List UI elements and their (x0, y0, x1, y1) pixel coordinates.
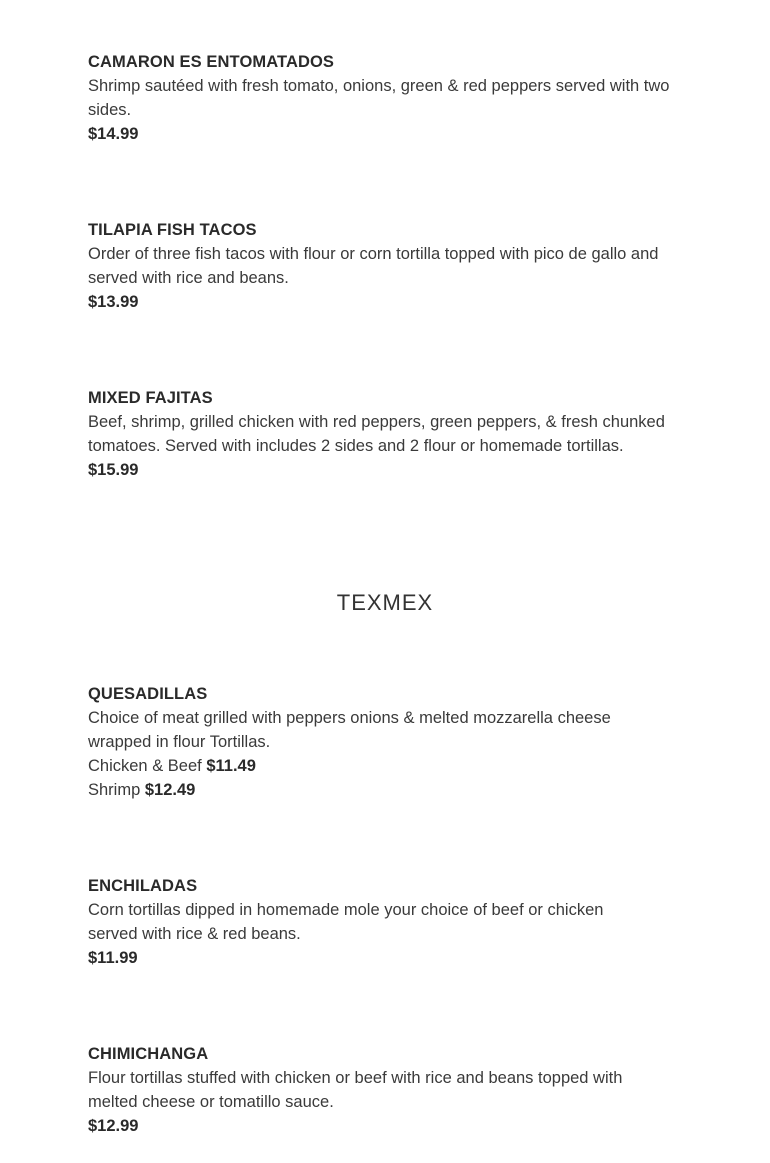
item-name: CAMARON ES ENTOMATADOS (88, 53, 335, 71)
item-price: $13.99 (88, 293, 139, 311)
menu-item-quesadillas (88, 682, 688, 802)
item-name: TILAPIA FISH TACOS (88, 221, 257, 239)
section-title-texmex: TEXMEX (336, 590, 434, 615)
item-description: Choice of meat grilled with peppers onions & melted mozzarella cheese wrapped in flour Tortillas. (88, 709, 611, 751)
item-description: Beef, shrimp, grilled chicken with red peppers, green peppers, & fresh chunked tomatoes. Served with includes 2 sides and 2 flour or homemade tortillas. (88, 413, 665, 455)
price-option-price: $12.49 (144, 781, 196, 799)
item-name: QUESADILLAS (88, 685, 208, 703)
menu-item-tilapia-fish-tacos (88, 218, 688, 314)
price-option-shrimp (88, 778, 688, 802)
item-price: $11.99 (88, 949, 138, 967)
item-description: Flour tortillas stuffed with chicken or beef with rice and beans topped with melted cheese or tomatillo sauce. (88, 1069, 623, 1111)
item-price: $12.99 (88, 1117, 139, 1135)
item-name: ENCHILADAS (88, 877, 198, 895)
menu-item-chimichanga (88, 1042, 688, 1138)
item-name: MIXED FAJITAS (88, 389, 213, 407)
item-description: Shrimp sautéed with fresh tomato, onions, green & red peppers served with two sides. (88, 77, 670, 119)
item-price: $15.99 (88, 461, 139, 479)
menu-item-camarones (88, 50, 688, 146)
item-description: Order of three fish tacos with flour or corn tortilla topped with pico de gallo and served with rice and beans. (88, 245, 659, 287)
price-option-price: $11.49 (206, 757, 256, 775)
price-option-label: Shrimp (88, 781, 141, 799)
item-price: $14.99 (88, 125, 139, 143)
price-option-label: Chicken & Beef (88, 757, 202, 775)
item-name: CHIMICHANGA (88, 1045, 209, 1063)
price-option-chicken-beef (88, 754, 688, 778)
menu-item-enchiladas (88, 874, 688, 970)
item-description: Corn tortillas dipped in homemade mole your choice of beef or chicken served with rice & red beans. (88, 901, 604, 943)
menu-item-mixed-fajitas (88, 386, 688, 482)
